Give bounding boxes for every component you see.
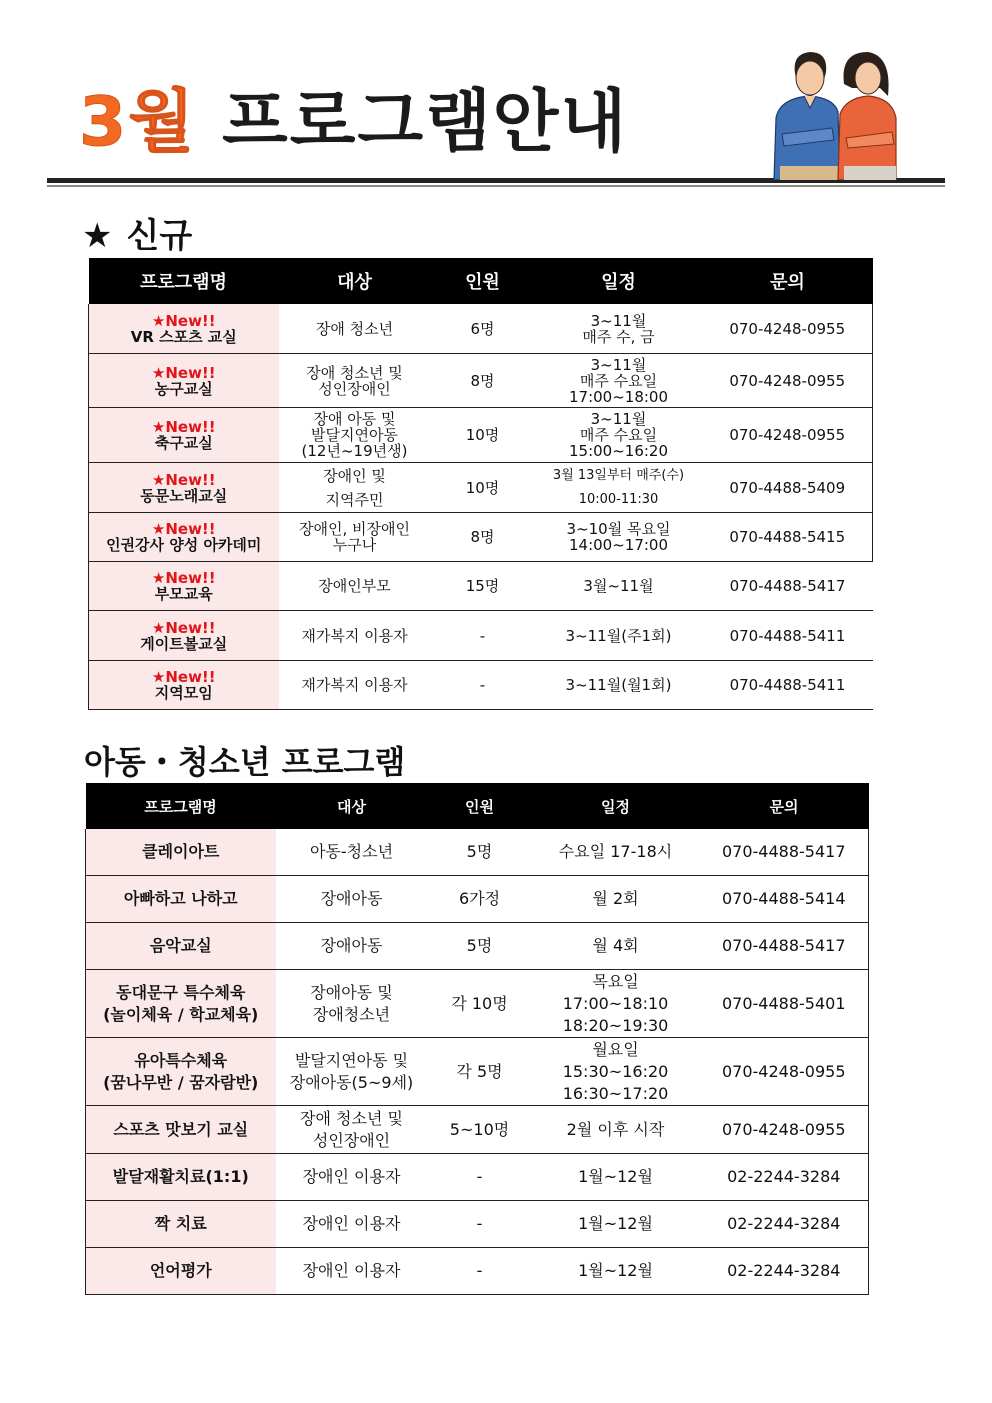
schedule-line: 월 4회 [592, 936, 639, 955]
section-new-title [82, 214, 192, 258]
title-month: 3월 [79, 83, 197, 162]
count-cell: 5~10명 [428, 1106, 532, 1154]
target-cell [279, 661, 431, 710]
col-header-count: 인원 [431, 258, 535, 304]
table-row [89, 408, 873, 463]
count-cell: 6명 [431, 304, 535, 354]
target-line: 재가복지 이용자 [301, 676, 408, 694]
schedule-cell [532, 1201, 700, 1248]
program-name: 짝 치료 [154, 1214, 207, 1233]
new-badge: ★New!! [151, 618, 216, 637]
target-line: 장애인 및 [323, 466, 386, 485]
program-cell [86, 876, 276, 923]
schedule-line: 목요일 [592, 971, 639, 991]
program-cell [89, 354, 279, 408]
target-line: 아동-청소년 [309, 842, 394, 861]
schedule-line: 3~11월(월1회) [565, 676, 672, 694]
schedule-line: 수요일 17-18시 [558, 842, 673, 861]
schedule-line: 월요일 [592, 1039, 639, 1059]
contact-cell: 02-2244-3284 [700, 1201, 869, 1248]
program-cell [86, 1106, 276, 1154]
table-row [86, 970, 869, 1038]
section-youth-title: 아동・청소년 프로그램 [84, 743, 406, 781]
table-row [86, 1106, 869, 1154]
program-name: 아빠하고 나하고 [123, 889, 238, 908]
program-cell [89, 611, 279, 661]
program-cell [86, 1154, 276, 1201]
schedule-cell [532, 923, 700, 970]
target-line: 장애인 이용자 [302, 1167, 401, 1186]
table-row [86, 1154, 869, 1201]
program-cell [89, 513, 279, 562]
col-header-program: 프로그램명 [89, 258, 279, 304]
count-cell: - [431, 611, 535, 661]
count-cell: 8명 [431, 513, 535, 562]
target-line: 누구나 [332, 536, 377, 554]
program-name: 유아특수체육 [134, 1050, 228, 1070]
schedule-cell [532, 876, 700, 923]
table-header-row [86, 783, 869, 829]
col-header-target: 대상 [279, 258, 431, 304]
schedule-cell [532, 1106, 700, 1154]
program-name: 언어평가 [149, 1261, 212, 1280]
target-line: 발달지연아동 [311, 426, 398, 444]
schedule-cell [532, 970, 700, 1038]
table-row [86, 876, 869, 923]
target-line: 성인장애인 [318, 379, 391, 398]
schedule-line: 3월 13일부터 매주(수) [552, 467, 685, 483]
program-name: 음악교실 [149, 936, 212, 955]
table-row [89, 661, 873, 710]
contact-cell: 070-4488-5401 [700, 970, 869, 1038]
target-cell [276, 1154, 428, 1201]
contact-cell: 02-2244-3284 [700, 1248, 869, 1295]
program-name: 발달재활치료(1:1) [112, 1167, 249, 1186]
schedule-cell [535, 463, 703, 513]
count-cell: 10명 [431, 408, 535, 463]
target-line: 재가복지 이용자 [301, 626, 408, 645]
contact-cell: 02-2244-3284 [700, 1154, 869, 1201]
schedule-line: 3월~11월 [583, 577, 654, 595]
schedule-line: 1월~12월 [578, 1167, 653, 1186]
target-line: 장애아동 및 [310, 982, 393, 1002]
program-subname: (꿈나무반 / 꿈자람반) [103, 1072, 259, 1092]
col-header-schedule: 일정 [535, 258, 703, 304]
count-cell: 6가정 [428, 876, 532, 923]
contact-cell: 070-4248-0955 [703, 408, 873, 463]
table-row [89, 354, 873, 408]
table-row [89, 611, 873, 661]
two-people-illustration [768, 48, 898, 180]
program-cell [86, 970, 276, 1038]
program-name: 지역모임 [154, 684, 213, 702]
target-line: 장애 청소년 [315, 319, 394, 338]
schedule-cell [535, 611, 703, 661]
target-line: 장애인 이용자 [302, 1214, 401, 1233]
schedule-line: 3~10월 목요일 [566, 520, 671, 538]
new-programs-table [88, 258, 873, 710]
header-divider-shadow [47, 185, 945, 187]
target-line: 성인장애인 [312, 1130, 391, 1150]
target-line: 장애인부모 [318, 577, 391, 595]
table-row [86, 829, 869, 876]
target-cell [279, 354, 431, 408]
program-cell [86, 923, 276, 970]
program-name: 부모교육 [154, 585, 213, 603]
schedule-line: 3~11월 [590, 355, 647, 374]
target-line: 장애아동 [320, 936, 383, 955]
target-cell [276, 1201, 428, 1248]
contact-cell: 070-4248-0955 [703, 304, 873, 354]
target-cell [276, 1248, 428, 1295]
target-line: 장애아동 [320, 889, 383, 908]
target-cell [279, 408, 431, 463]
target-cell [279, 513, 431, 562]
schedule-line: 매주 수, 금 [582, 327, 655, 346]
contact-cell: 070-4248-0955 [703, 354, 873, 408]
program-cell [89, 562, 279, 611]
schedule-line: 14:00~17:00 [568, 536, 669, 554]
new-badge: ★New!! [151, 520, 216, 538]
target-line: (12년~19년생) [301, 442, 408, 460]
program-cell [86, 829, 276, 876]
schedule-cell [535, 513, 703, 562]
schedule-line: 2월 이후 시작 [566, 1119, 665, 1139]
youth-programs-table [85, 783, 869, 1295]
target-line: 장애인 이용자 [302, 1261, 401, 1280]
schedule-line: 10:00-11:30 [578, 491, 659, 507]
table-header-row [89, 258, 873, 304]
target-cell [276, 829, 428, 876]
target-cell [276, 876, 428, 923]
program-cell [86, 1248, 276, 1295]
section-new-label: 신규 [126, 216, 193, 256]
contact-cell: 070-4488-5417 [700, 923, 869, 970]
target-line: 장애 청소년 및 [306, 363, 403, 382]
schedule-cell [535, 562, 703, 611]
schedule-line: 18:20~19:30 [562, 1015, 669, 1035]
table-row [89, 304, 873, 354]
col-header-count: 인원 [428, 783, 532, 829]
contact-cell: 070-4248-0955 [700, 1038, 869, 1106]
table-row [89, 562, 873, 611]
new-badge: ★New!! [151, 668, 216, 686]
target-cell [276, 970, 428, 1038]
col-header-schedule: 일정 [532, 783, 700, 829]
count-cell: 5명 [428, 829, 532, 876]
program-name: 게이트볼교실 [140, 634, 228, 653]
program-cell [89, 463, 279, 513]
count-cell: 5명 [428, 923, 532, 970]
target-cell [276, 1038, 428, 1106]
count-cell: 10명 [431, 463, 535, 513]
program-name: 스포츠 맛보기 교실 [113, 1119, 249, 1139]
schedule-line: 3~11월(주1회) [565, 626, 672, 645]
program-cell [89, 661, 279, 710]
schedule-cell [535, 408, 703, 463]
contact-cell: 070-4488-5415 [703, 513, 873, 562]
contact-cell: 070-4488-5417 [703, 562, 873, 611]
target-line: 장애인, 비장애인 [299, 520, 410, 538]
target-cell [279, 304, 431, 354]
table-row [86, 1201, 869, 1248]
schedule-line: 15:00~16:20 [568, 442, 669, 460]
program-name: 축구교실 [154, 434, 213, 452]
target-cell [279, 611, 431, 661]
contact-cell: 070-4248-0955 [700, 1106, 869, 1154]
new-badge: ★New!! [151, 363, 216, 382]
program-cell [86, 1038, 276, 1106]
target-line: 장애청소년 [312, 1004, 391, 1024]
contact-cell: 070-4488-5409 [703, 463, 873, 513]
title-text: 프로그램안내 [222, 83, 629, 162]
schedule-cell [532, 1154, 700, 1201]
star-icon: ★ [82, 216, 113, 256]
schedule-line: 매주 수요일 [579, 426, 658, 444]
schedule-cell [532, 829, 700, 876]
col-header-contact: 문의 [703, 258, 873, 304]
program-name: 농구교실 [154, 379, 213, 398]
schedule-line: 월 2회 [592, 889, 639, 908]
table-row [86, 1248, 869, 1295]
program-name: 동문노래교실 [140, 486, 228, 505]
table-row [89, 513, 873, 562]
program-cell [86, 1201, 276, 1248]
target-cell [279, 463, 431, 513]
target-line: 발달지연아동 및 [294, 1050, 409, 1070]
schedule-line: 1월~12월 [578, 1214, 653, 1233]
schedule-line: 15:30~16:20 [562, 1061, 669, 1081]
count-cell: 각 5명 [428, 1038, 532, 1106]
schedule-cell [535, 304, 703, 354]
contact-cell: 070-4488-5411 [703, 611, 873, 661]
target-line: 장애아동(5~9세) [289, 1072, 414, 1092]
col-header-contact: 문의 [700, 783, 869, 829]
program-subname: (놀이체육 / 학교체육) [103, 1004, 259, 1024]
page-title [79, 78, 628, 168]
schedule-cell [535, 354, 703, 408]
new-badge: ★New!! [151, 311, 216, 330]
schedule-line: 3~11월 [590, 311, 647, 330]
target-line: 장애 청소년 및 [300, 1108, 403, 1128]
program-name: VR 스포츠 교실 [130, 327, 237, 346]
table-row [86, 1038, 869, 1106]
schedule-cell [532, 1038, 700, 1106]
col-header-program: 프로그램명 [86, 783, 276, 829]
contact-cell: 070-4488-5414 [700, 876, 869, 923]
schedule-cell [532, 1248, 700, 1295]
contact-cell: 070-4488-5411 [703, 661, 873, 710]
schedule-line: 16:30~17:20 [562, 1083, 669, 1103]
new-badge: ★New!! [151, 470, 216, 489]
target-line: 장애 아동 및 [313, 410, 396, 428]
target-cell [276, 1106, 428, 1154]
schedule-line: 1월~12월 [578, 1261, 653, 1280]
count-cell: 8명 [431, 354, 535, 408]
table-row [89, 463, 873, 513]
schedule-cell [535, 661, 703, 710]
new-badge: ★New!! [151, 418, 216, 436]
contact-cell: 070-4488-5417 [700, 829, 869, 876]
schedule-line: 17:00~18:00 [568, 387, 669, 406]
count-cell: - [428, 1201, 532, 1248]
program-cell [89, 408, 279, 463]
program-cell [89, 304, 279, 354]
count-cell: - [431, 661, 535, 710]
target-cell [279, 562, 431, 611]
program-name: 인권강사 양성 아카데미 [106, 536, 262, 554]
target-line: 지역주민 [325, 490, 384, 509]
col-header-target: 대상 [276, 783, 428, 829]
count-cell: 15명 [431, 562, 535, 611]
new-badge: ★New!! [151, 569, 216, 587]
count-cell: - [428, 1154, 532, 1201]
schedule-line: 17:00~18:10 [562, 993, 669, 1013]
table-row [86, 923, 869, 970]
program-name: 클레이아트 [142, 842, 220, 861]
program-name: 동대문구 특수체육 [116, 982, 246, 1002]
count-cell: 각 10명 [428, 970, 532, 1038]
schedule-line: 매주 수요일 [579, 371, 658, 390]
count-cell: - [428, 1248, 532, 1295]
target-cell [276, 923, 428, 970]
schedule-line: 3~11월 [590, 410, 647, 428]
